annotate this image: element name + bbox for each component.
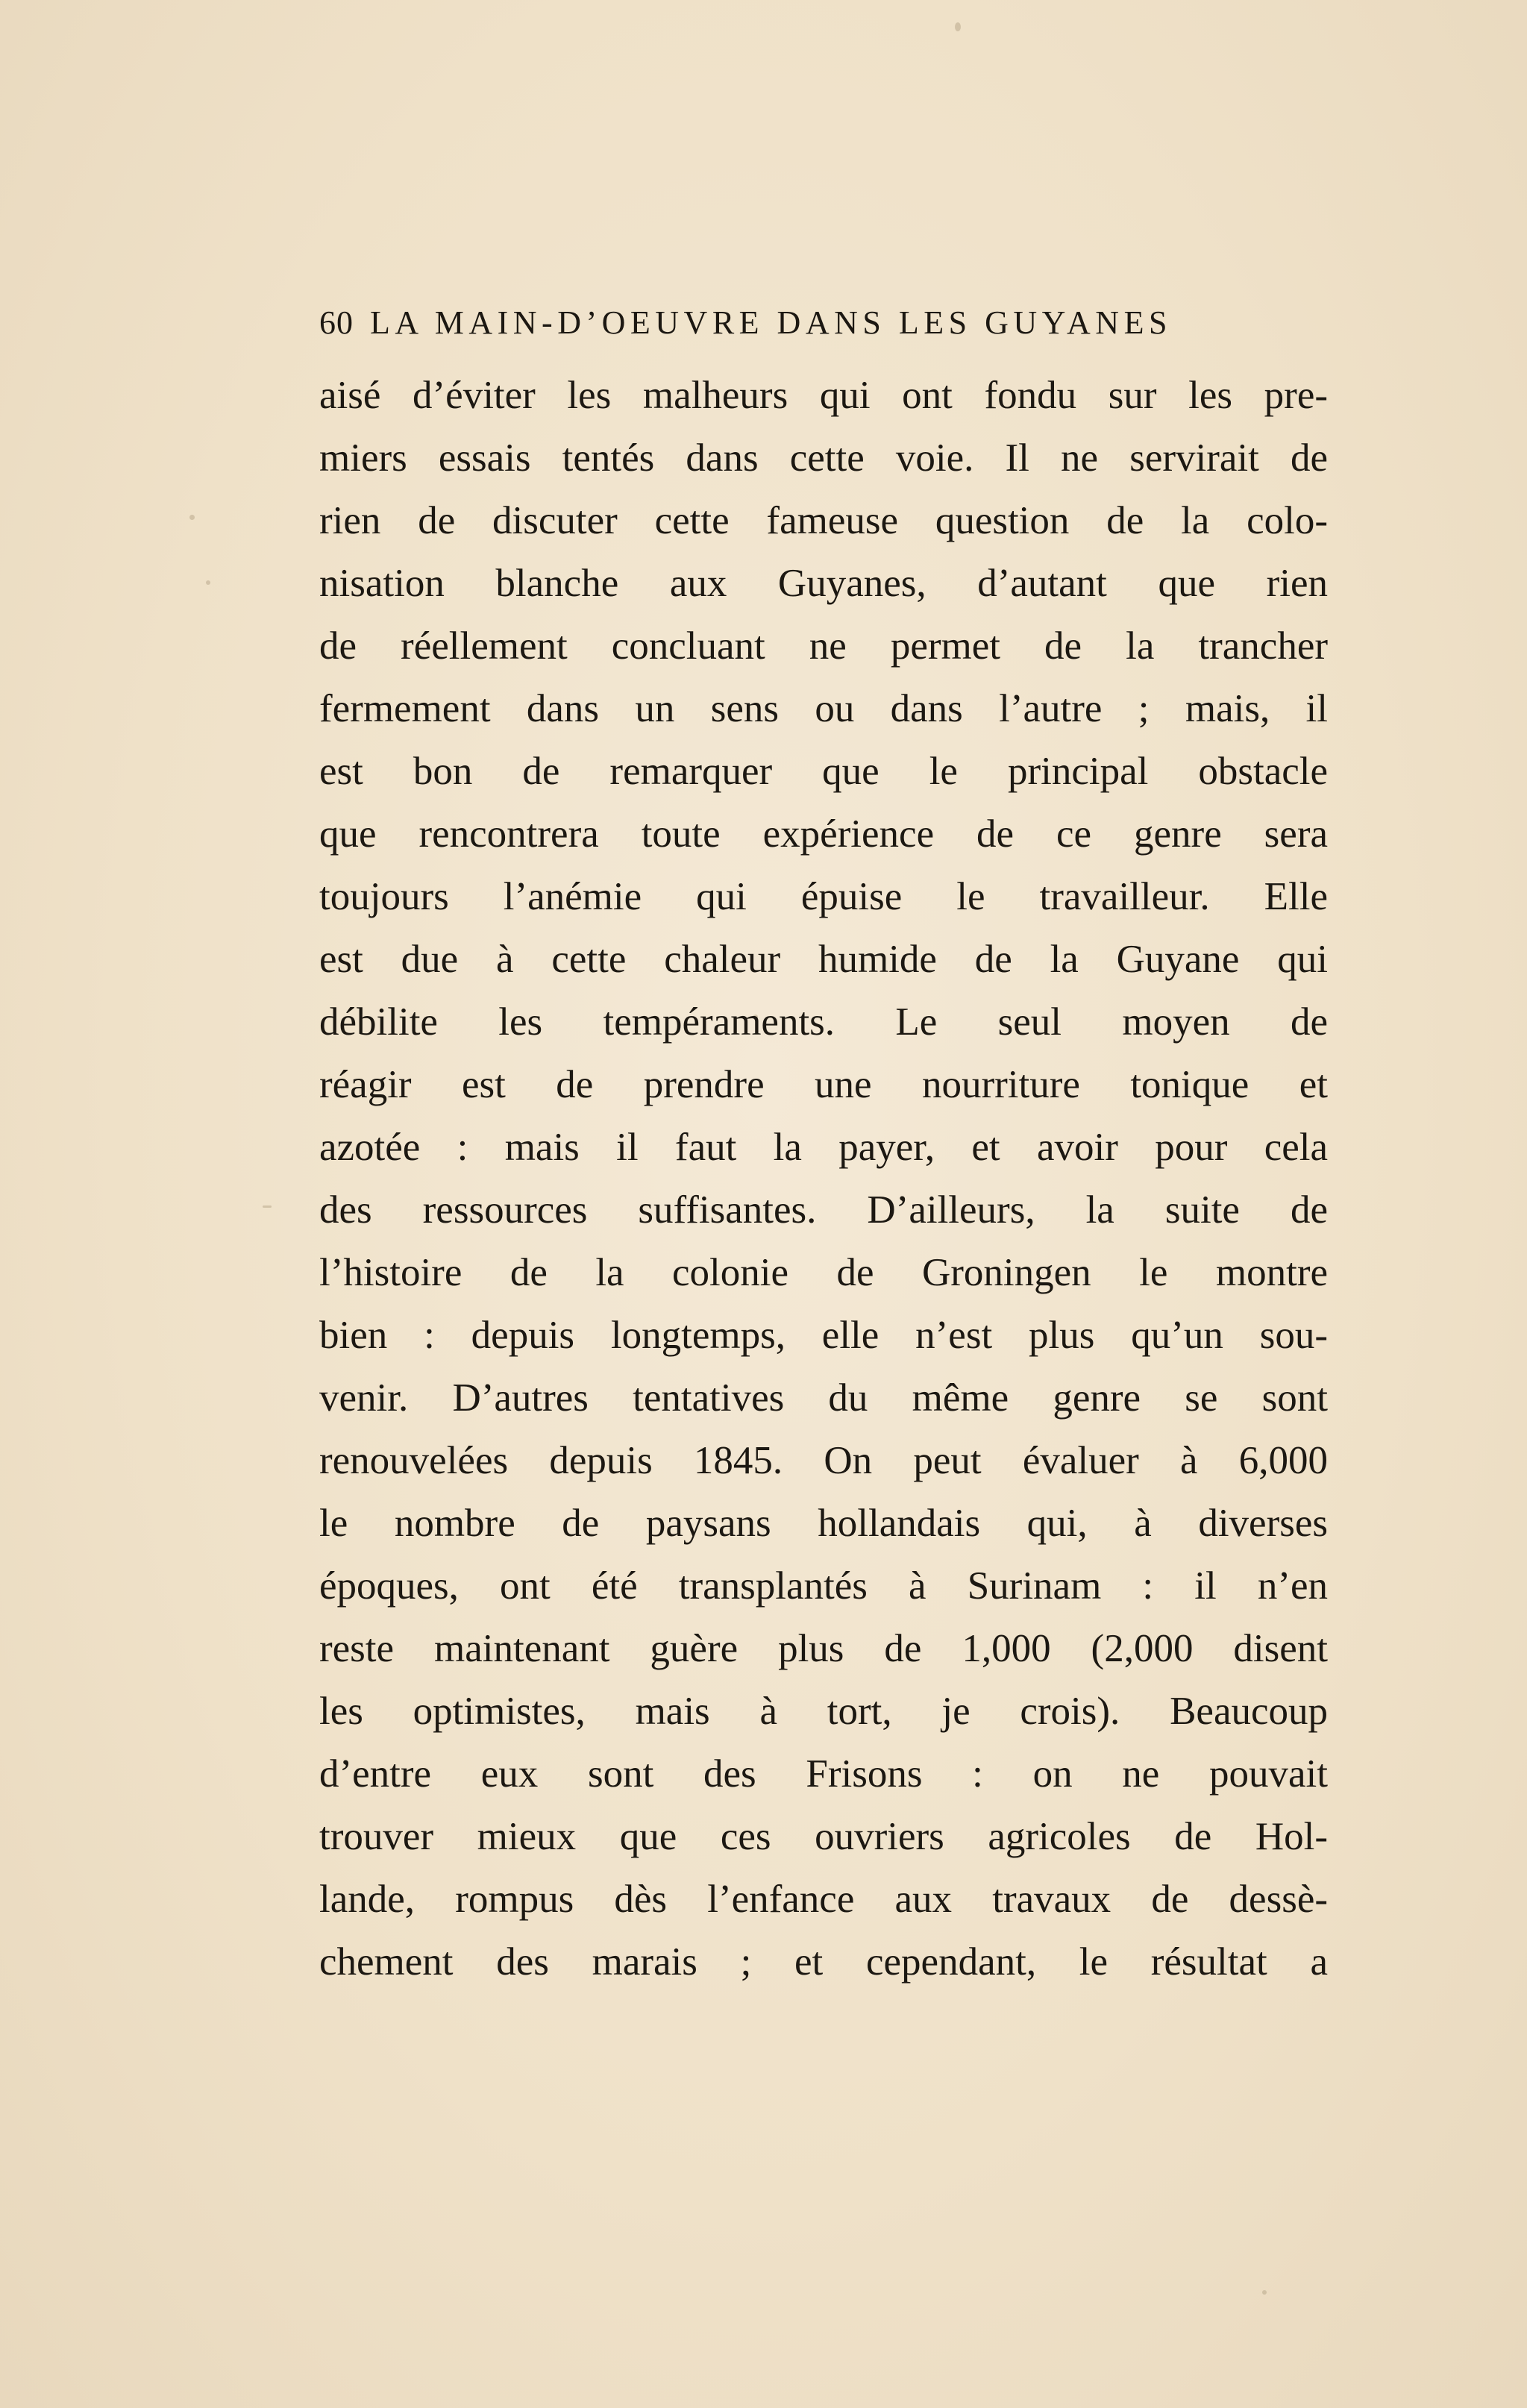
text-line: est due à cette chaleur humide de la Guyane qui [319,938,1328,981]
text-line: miers essais tentés dans cette voie. Il ne servirait de [319,436,1328,480]
text-line: est bon de remarquer que le principal obstacle [319,750,1328,793]
running-title: LA MAIN-D’OEUVRE DANS LES GUYANES [370,304,1172,341]
text-line: l’histoire de la colonie de Groningen le montre [319,1251,1328,1294]
text-line: débilite les tempéraments. Le seul moyen de [319,1000,1328,1044]
paper-speck [1262,2290,1267,2295]
text-line: réagir est de prendre une nourriture tonique et [319,1063,1328,1106]
text-line: azotée : mais il faut la payer, et avoir pour cela [319,1126,1328,1169]
text-line: lande, rompus dès l’enfance aux travaux de dessè- [319,1878,1328,1921]
text-line: époques, ont été transplantés à Surinam : il n’en [319,1564,1328,1608]
text-line: chement des marais ; et cependant, le résultat a [319,1940,1328,1984]
page-number: 60 [319,304,354,341]
text-line: venir. D’autres tentatives du même genre se sont [319,1376,1328,1420]
paper-speck [206,580,210,585]
text-line: fermement dans un sens ou dans l’autre ; mais, il [319,687,1328,730]
running-head [319,297,1244,349]
body-paragraph [319,364,1328,1993]
text-line: des ressources suffisantes. D’ailleurs, la suite de [319,1188,1328,1232]
text-line: nisation blanche aux Guyanes, d’autant que rien [319,562,1328,605]
text-line: que rencontrera toute expérience de ce genre sera [319,812,1328,856]
paper-speck [189,515,195,520]
text-line: rien de discuter cette fameuse question de la colo- [319,499,1328,542]
text-line: d’entre eux sont des Frisons : on ne pouvait [319,1752,1328,1796]
paper-speck [955,22,961,31]
text-line: renouvelées depuis 1845. On peut évaluer à 6,000 [319,1439,1328,1482]
text-line: toujours l’anémie qui épuise le travailleur. Elle [319,875,1328,918]
text-line: de réellement concluant ne permet de la trancher [319,624,1328,668]
text-line: le nombre de paysans hollandais qui, à diverses [319,1502,1328,1545]
paper-speck [263,1205,272,1208]
text-line: aisé d’éviter les malheurs qui ont fondu sur les pre- [319,374,1328,417]
text-line: les optimistes, mais à tort, je crois). Beaucoup [319,1690,1328,1733]
text-line: trouver mieux que ces ouvriers agricoles de Hol- [319,1815,1328,1858]
text-line: bien : depuis longtemps, elle n’est plus qu’un sou- [319,1314,1328,1357]
text-line: reste maintenant guère plus de 1,000 (2,000 disent [319,1627,1328,1670]
